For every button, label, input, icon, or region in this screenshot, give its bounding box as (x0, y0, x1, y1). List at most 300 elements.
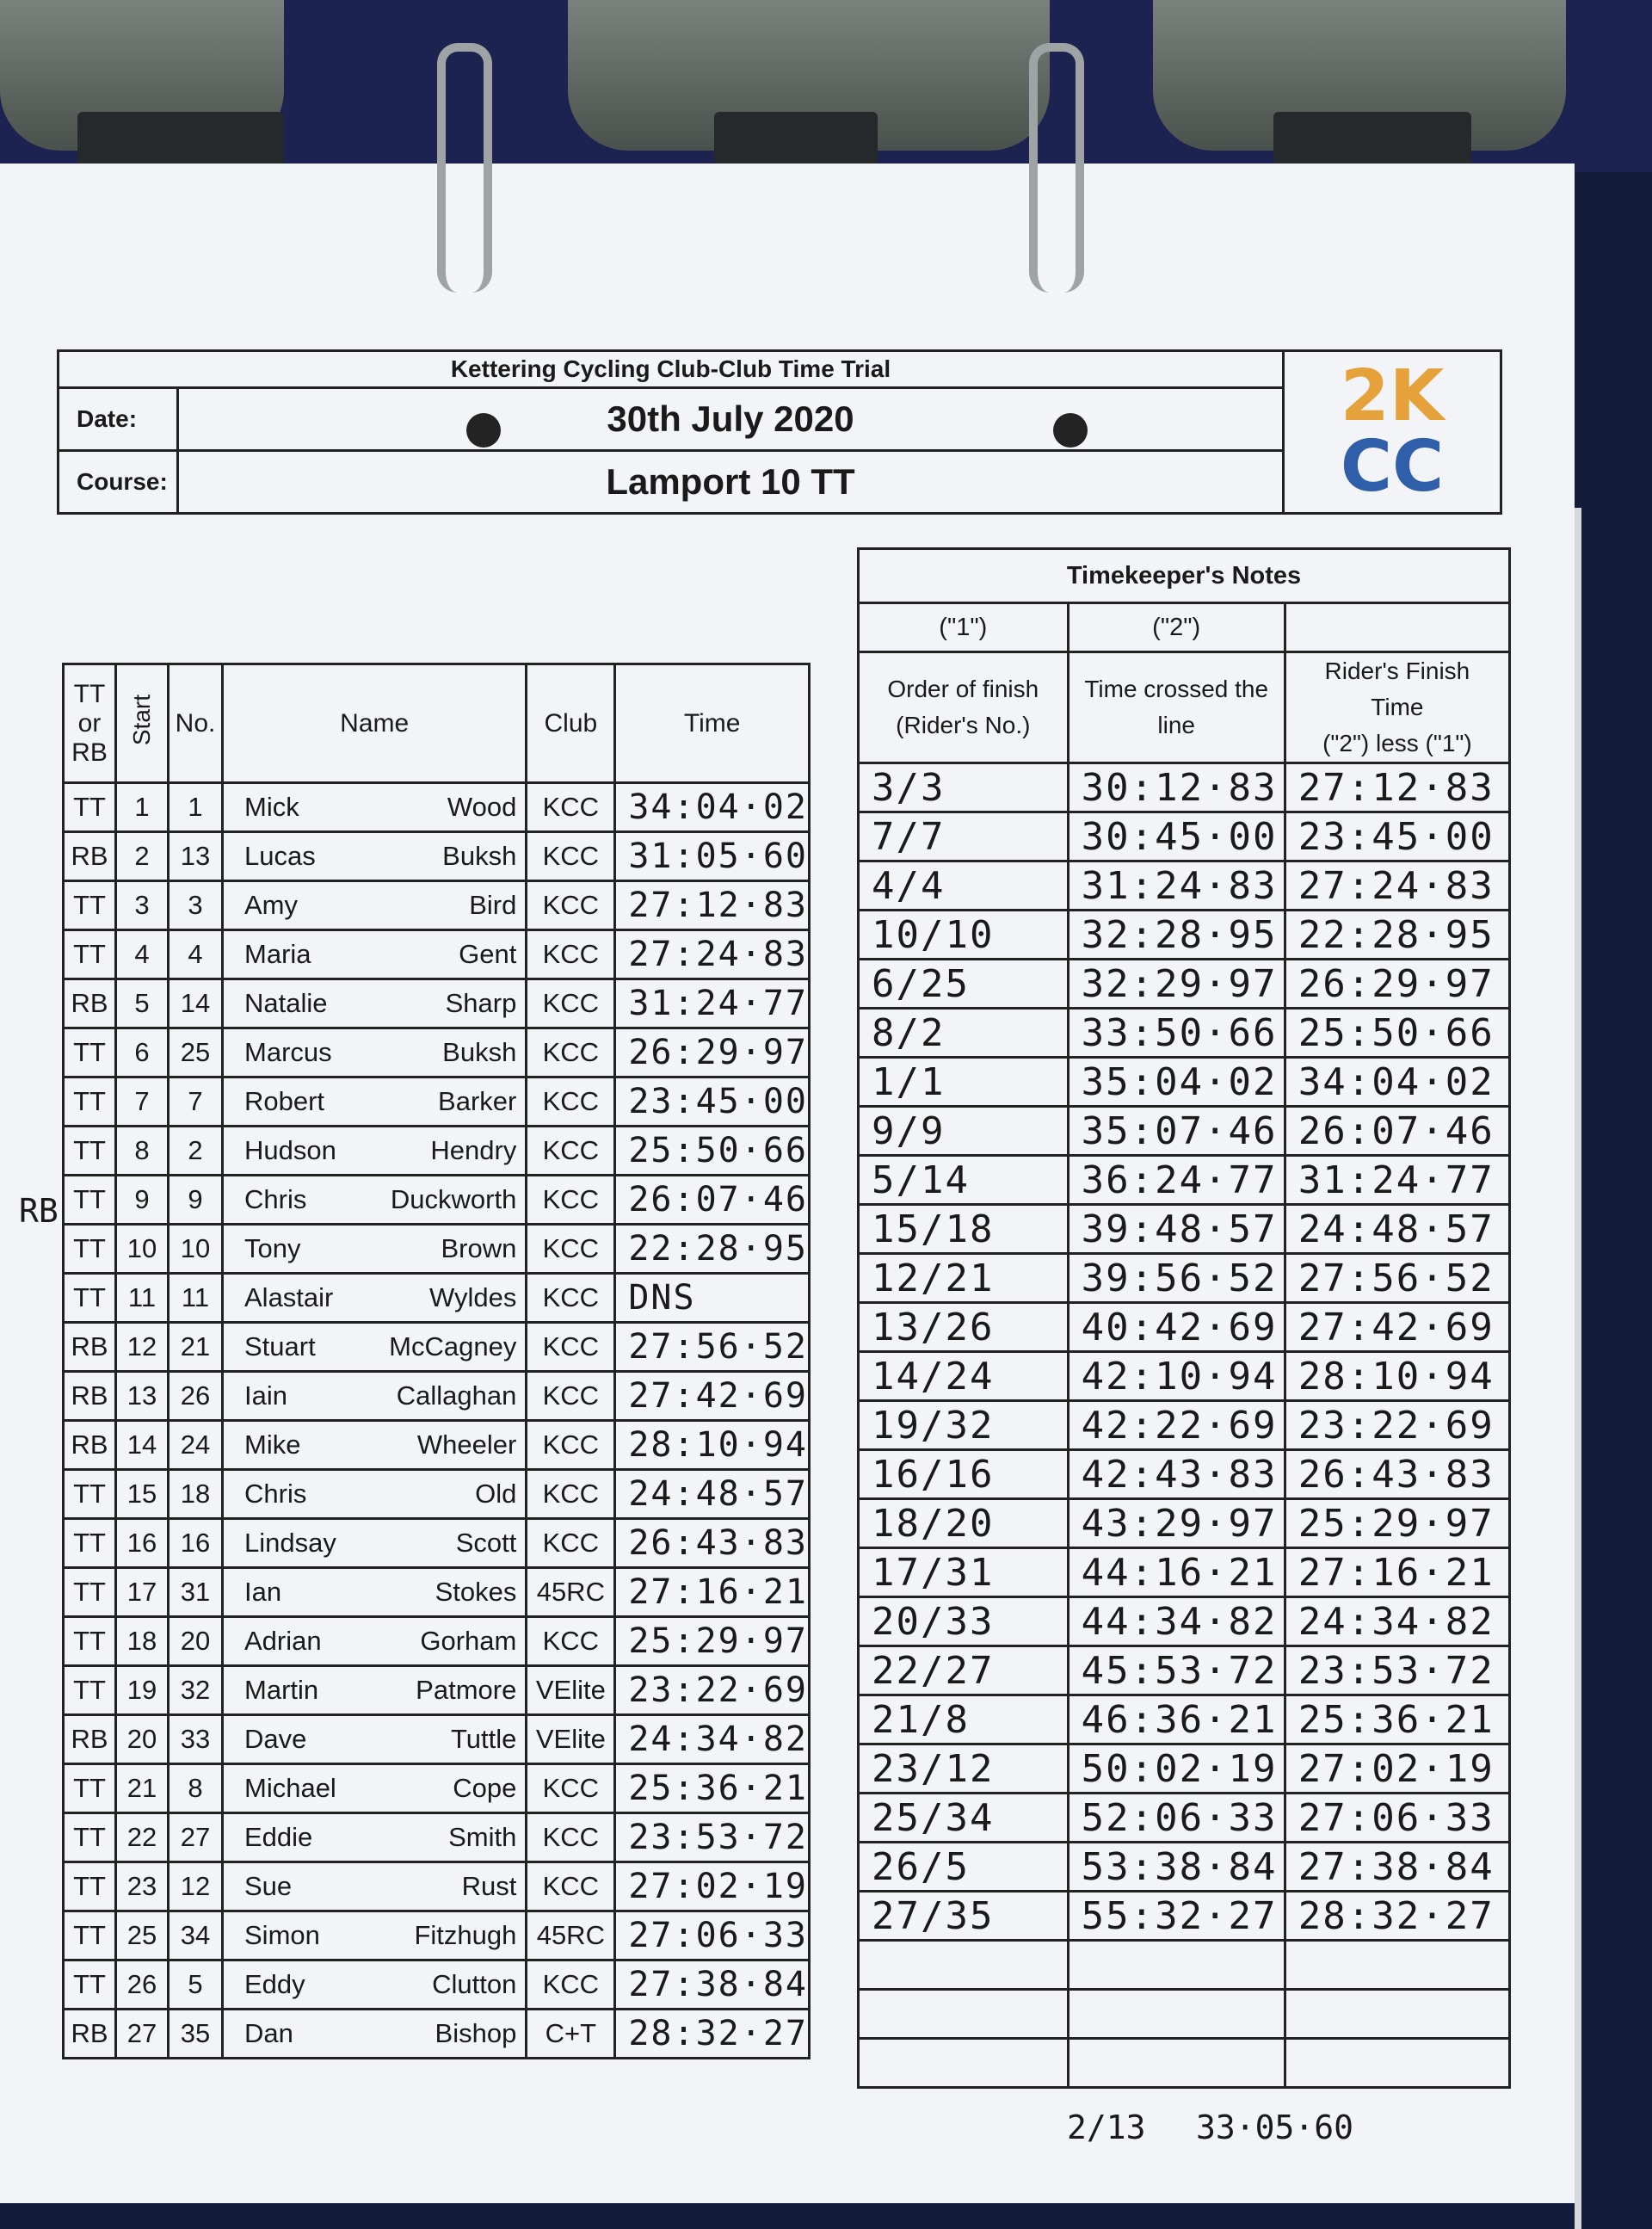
rider-number: 8 (169, 1764, 223, 1813)
finish-order: 3/3 (859, 763, 1069, 812)
time-crossed: 44:34·82 (1068, 1597, 1285, 1646)
rider-number: 32 (169, 1666, 223, 1715)
rider-time: 27:16·21 (615, 1568, 810, 1617)
timekeeper-row (859, 812, 1510, 861)
time-crossed: 35:07·46 (1068, 1107, 1285, 1156)
timekeeper-row (859, 763, 1510, 812)
time-crossed: 30:12·83 (1068, 763, 1285, 812)
col-club-header: Club (527, 664, 615, 783)
rider-first-name: Mike (223, 1421, 361, 1470)
finish-order: 19/32 (859, 1401, 1069, 1450)
rider-first-name: Simon (223, 1911, 361, 1960)
finish-order: 23/12 (859, 1744, 1069, 1794)
footer-note-order: 2/13 (1067, 2109, 1146, 2146)
time-crossed: 43:29·97 (1068, 1499, 1285, 1548)
col2-number: ("2") (1068, 603, 1285, 652)
rider-time: 31:24·77 (615, 979, 810, 1028)
rider-first-name: Robert (223, 1077, 361, 1127)
start-number: 17 (116, 1568, 169, 1617)
rider-number: 16 (169, 1519, 223, 1568)
rider-number: 12 (169, 1862, 223, 1911)
table-row (64, 832, 810, 881)
start-number: 10 (116, 1225, 169, 1274)
finish-time: 34:04·02 (1285, 1058, 1509, 1107)
rider-type: RB (64, 2010, 116, 2059)
margin-note: RB (19, 1192, 59, 1230)
time-crossed: 52:06·33 (1068, 1794, 1285, 1843)
timekeeper-row (859, 1597, 1510, 1646)
table-row (64, 2010, 810, 2059)
time-crossed: 46:36·21 (1068, 1695, 1285, 1744)
timekeeper-row (859, 911, 1510, 960)
rider-club: KCC (527, 1862, 615, 1911)
rider-number: 34 (169, 1911, 223, 1960)
rider-type: TT (64, 1960, 116, 2010)
rider-type: RB (64, 1421, 116, 1470)
finish-time: 27:06·33 (1285, 1794, 1509, 1843)
finish-time (1285, 1990, 1509, 2039)
timekeeper-row (859, 1401, 1510, 1450)
finish-order: 4/4 (859, 861, 1069, 911)
rider-time: 23:45·00 (615, 1077, 810, 1127)
timekeeper-row (859, 1303, 1510, 1352)
start-number: 11 (116, 1274, 169, 1323)
rider-last-name: Wheeler (361, 1421, 527, 1470)
course-value: Lamport 10 TT (178, 451, 1284, 514)
rider-time: 27:56·52 (615, 1323, 810, 1372)
club-logo (1284, 351, 1501, 514)
logo-mark (1285, 355, 1500, 508)
rider-type: TT (64, 1176, 116, 1225)
rider-time: 23:22·69 (615, 1666, 810, 1715)
col-time-header: Time (615, 664, 810, 783)
start-number: 18 (116, 1617, 169, 1666)
rider-time: 22:28·95 (615, 1225, 810, 1274)
timekeeper-row (859, 1843, 1510, 1892)
event-header-table (57, 349, 1502, 515)
table-row (64, 1323, 810, 1372)
rider-number: 10 (169, 1225, 223, 1274)
rider-last-name: Hendry (361, 1127, 527, 1176)
finish-order: 21/8 (859, 1695, 1069, 1744)
rider-club: KCC (527, 1617, 615, 1666)
rider-last-name: Smith (361, 1813, 527, 1862)
timekeeper-row (859, 861, 1510, 911)
rider-club: KCC (527, 1519, 615, 1568)
rider-first-name: Amy (223, 881, 361, 930)
rider-number: 24 (169, 1421, 223, 1470)
finish-time: 31:24·77 (1285, 1156, 1509, 1205)
rider-club: KCC (527, 1960, 615, 2010)
finish-order (859, 1941, 1069, 1990)
finish-order: 13/26 (859, 1303, 1069, 1352)
finish-order (859, 1990, 1069, 2039)
timekeeper-row (859, 960, 1510, 1009)
rider-last-name: Fitzhugh (361, 1911, 527, 1960)
rider-time: 26:43·83 (615, 1519, 810, 1568)
rider-club: VElite (527, 1666, 615, 1715)
table-row (64, 1617, 810, 1666)
start-header-text: Start (128, 694, 155, 746)
binder-ring-right (1029, 43, 1084, 293)
time-crossed (1068, 2039, 1285, 2088)
table-row (64, 1960, 810, 2010)
rider-first-name: Michael (223, 1764, 361, 1813)
start-number: 19 (116, 1666, 169, 1715)
rider-number: 27 (169, 1813, 223, 1862)
col-start-header (116, 664, 169, 783)
time-crossed: 42:22·69 (1068, 1401, 1285, 1450)
rider-club: KCC (527, 930, 615, 979)
rider-first-name: Adrian (223, 1617, 361, 1666)
col-name-header: Name (223, 664, 527, 783)
rider-club: KCC (527, 1028, 615, 1077)
rider-time: 27:06·33 (615, 1911, 810, 1960)
rider-type: TT (64, 1077, 116, 1127)
time-crossed: 40:42·69 (1068, 1303, 1285, 1352)
rider-type: TT (64, 881, 116, 930)
rider-type: TT (64, 1225, 116, 1274)
finish-time: 26:29·97 (1285, 960, 1509, 1009)
rider-club: VElite (527, 1715, 615, 1764)
time-crossed: 45:53·72 (1068, 1646, 1285, 1695)
col3-number (1285, 603, 1509, 652)
rider-first-name: Tony (223, 1225, 361, 1274)
rider-club: 45RC (527, 1911, 615, 1960)
rider-first-name: Ian (223, 1568, 361, 1617)
timekeeper-row (859, 1450, 1510, 1499)
start-number: 1 (116, 783, 169, 832)
rider-number: 11 (169, 1274, 223, 1323)
col1-head-line2: (Rider's No.) (896, 712, 1031, 738)
start-number: 25 (116, 1911, 169, 1960)
start-number: 27 (116, 2010, 169, 2059)
finish-order: 16/16 (859, 1450, 1069, 1499)
rider-time: 25:29·97 (615, 1617, 810, 1666)
rider-first-name: Dan (223, 2010, 361, 2059)
timekeeper-row (859, 1548, 1510, 1597)
rider-first-name: Lindsay (223, 1519, 361, 1568)
rider-club: KCC (527, 1323, 615, 1372)
rider-time: 26:07·46 (615, 1176, 810, 1225)
finish-order: 14/24 (859, 1352, 1069, 1401)
time-crossed: 36:24·77 (1068, 1156, 1285, 1205)
rider-time: 28:32·27 (615, 2010, 810, 2059)
rider-number: 3 (169, 881, 223, 930)
table-row (64, 1028, 810, 1077)
rider-club: KCC (527, 832, 615, 881)
rider-first-name: Eddie (223, 1813, 361, 1862)
rider-last-name: Gent (361, 930, 527, 979)
finish-time: 27:38·84 (1285, 1843, 1509, 1892)
table-row (64, 1862, 810, 1911)
start-number: 7 (116, 1077, 169, 1127)
finish-time: 26:43·83 (1285, 1450, 1509, 1499)
finish-time: 27:24·83 (1285, 861, 1509, 911)
finish-order: 1/1 (859, 1058, 1069, 1107)
finish-time: 24:34·82 (1285, 1597, 1509, 1646)
rider-type: TT (64, 1764, 116, 1813)
rider-type: TT (64, 1568, 116, 1617)
rider-type: TT (64, 1470, 116, 1519)
date-label: Date: (59, 388, 178, 451)
table-row (64, 1813, 810, 1862)
start-number: 21 (116, 1764, 169, 1813)
time-crossed: 44:16·21 (1068, 1548, 1285, 1597)
finish-order: 9/9 (859, 1107, 1069, 1156)
rider-last-name: Patmore (361, 1666, 527, 1715)
rider-type: RB (64, 1715, 116, 1764)
binder-ring-left (437, 43, 492, 293)
timekeeper-row (859, 1499, 1510, 1548)
rider-last-name: Tuttle (361, 1715, 527, 1764)
table-row (64, 1176, 810, 1225)
start-number: 12 (116, 1323, 169, 1372)
rider-number: 5 (169, 1960, 223, 2010)
rider-club: KCC (527, 1274, 615, 1323)
time-crossed: 33:50·66 (1068, 1009, 1285, 1058)
start-number: 5 (116, 979, 169, 1028)
table-row (64, 1470, 810, 1519)
rider-number: 33 (169, 1715, 223, 1764)
rider-time: 27:02·19 (615, 1862, 810, 1911)
rider-time: 24:34·82 (615, 1715, 810, 1764)
rider-time: 34:04·02 (615, 783, 810, 832)
rider-first-name: Eddy (223, 1960, 361, 2010)
rider-number: 21 (169, 1323, 223, 1372)
start-number: 14 (116, 1421, 169, 1470)
results-body (64, 783, 810, 2059)
time-crossed: 32:29·97 (1068, 960, 1285, 1009)
rider-type: TT (64, 1911, 116, 1960)
rider-last-name: Buksh (361, 832, 527, 881)
rider-type: RB (64, 832, 116, 881)
finish-time: 25:36·21 (1285, 1695, 1509, 1744)
finish-time: 27:12·83 (1285, 763, 1509, 812)
rider-last-name: Wood (361, 783, 527, 832)
table-row (64, 1764, 810, 1813)
timekeeper-row (859, 1990, 1510, 2039)
col3-head-line2: Time (1371, 694, 1424, 720)
rider-last-name: Bishop (361, 2010, 527, 2059)
rider-last-name: Brown (361, 1225, 527, 1274)
rider-last-name: Rust (361, 1862, 527, 1911)
finish-time: 23:45·00 (1285, 812, 1509, 861)
timekeeper-row (859, 1205, 1510, 1254)
rider-time: 27:38·84 (615, 1960, 810, 2010)
timekeeper-row (859, 2039, 1510, 2088)
start-number: 16 (116, 1519, 169, 1568)
rider-type: TT (64, 1519, 116, 1568)
time-crossed: 32:28·95 (1068, 911, 1285, 960)
timekeeper-row (859, 1009, 1510, 1058)
finish-order: 6/25 (859, 960, 1069, 1009)
rider-type: TT (64, 1862, 116, 1911)
rider-club: 45RC (527, 1568, 615, 1617)
finish-order (859, 2039, 1069, 2088)
rider-first-name: Lucas (223, 832, 361, 881)
rider-type: TT (64, 783, 116, 832)
rider-last-name: Sharp (361, 979, 527, 1028)
finish-time (1285, 2039, 1509, 2088)
rider-type: RB (64, 1323, 116, 1372)
rider-club: KCC (527, 1225, 615, 1274)
rider-first-name: Alastair (223, 1274, 361, 1323)
start-number: 4 (116, 930, 169, 979)
time-crossed: 42:43·83 (1068, 1450, 1285, 1499)
rider-first-name: Natalie (223, 979, 361, 1028)
event-title: Kettering Cycling Club-Club Time Trial (59, 351, 1284, 388)
time-crossed-header (1068, 652, 1285, 763)
finish-order: 12/21 (859, 1254, 1069, 1303)
rider-club: KCC (527, 881, 615, 930)
rider-time: 26:29·97 (615, 1028, 810, 1077)
timekeeper-row (859, 1695, 1510, 1744)
rider-last-name: Buksh (361, 1028, 527, 1077)
rider-type: TT (64, 930, 116, 979)
time-crossed: 39:56·52 (1068, 1254, 1285, 1303)
rider-number: 1 (169, 783, 223, 832)
rider-club: KCC (527, 1372, 615, 1421)
finish-time: 28:10·94 (1285, 1352, 1509, 1401)
start-number: 13 (116, 1372, 169, 1421)
rider-club: C+T (527, 2010, 615, 2059)
rider-last-name: McCagney (361, 1323, 527, 1372)
finish-order: 8/2 (859, 1009, 1069, 1058)
table-row (64, 1421, 810, 1470)
rider-number: 35 (169, 2010, 223, 2059)
rider-club: KCC (527, 1421, 615, 1470)
rider-type: TT (64, 1028, 116, 1077)
timekeeper-row (859, 1744, 1510, 1794)
course-label: Course: (59, 451, 178, 514)
rider-first-name: Stuart (223, 1323, 361, 1372)
rider-last-name: Old (361, 1470, 527, 1519)
rider-last-name: Barker (361, 1077, 527, 1127)
start-number: 22 (116, 1813, 169, 1862)
time-crossed: 50:02·19 (1068, 1744, 1285, 1794)
rider-first-name: Hudson (223, 1127, 361, 1176)
table-row (64, 1715, 810, 1764)
rider-time: 27:42·69 (615, 1372, 810, 1421)
rider-number: 26 (169, 1372, 223, 1421)
logo-text-top: 2K (1340, 355, 1445, 437)
rider-last-name: Callaghan (361, 1372, 527, 1421)
table-row (64, 783, 810, 832)
time-crossed: 55:32·27 (1068, 1892, 1285, 1941)
rider-time: 23:53·72 (615, 1813, 810, 1862)
finish-time: 23:53·72 (1285, 1646, 1509, 1695)
table-row (64, 930, 810, 979)
rider-number: 14 (169, 979, 223, 1028)
finish-time: 25:29·97 (1285, 1499, 1509, 1548)
finish-order: 25/34 (859, 1794, 1069, 1843)
rider-club: KCC (527, 1077, 615, 1127)
timekeeper-row (859, 1156, 1510, 1205)
table-row (64, 1666, 810, 1715)
rider-last-name: Gorham (361, 1617, 527, 1666)
finish-time-header (1285, 652, 1509, 763)
col-type-header: TT or RB (64, 664, 116, 783)
start-number: 8 (116, 1127, 169, 1176)
rider-time: 25:36·21 (615, 1764, 810, 1813)
start-number: 15 (116, 1470, 169, 1519)
rider-type: TT (64, 1617, 116, 1666)
finish-time: 27:02·19 (1285, 1744, 1509, 1794)
col-no-header: No. (169, 664, 223, 783)
col2-head-line1: Time crossed the (1084, 676, 1269, 702)
rider-number: 9 (169, 1176, 223, 1225)
rider-club: KCC (527, 1127, 615, 1176)
start-number: 23 (116, 1862, 169, 1911)
table-row (64, 881, 810, 930)
rider-type: RB (64, 979, 116, 1028)
logo-text-bottom: CC (1340, 426, 1445, 508)
finish-time: 27:16·21 (1285, 1548, 1509, 1597)
timekeeper-row (859, 1794, 1510, 1843)
rider-first-name: Dave (223, 1715, 361, 1764)
finish-order: 17/31 (859, 1548, 1069, 1597)
finish-order: 10/10 (859, 911, 1069, 960)
col1-head-line1: Order of finish (887, 676, 1039, 702)
col2-head-line2: line (1157, 712, 1195, 738)
rider-type: TT (64, 1813, 116, 1862)
rider-last-name: Cope (361, 1764, 527, 1813)
table-row (64, 1519, 810, 1568)
time-crossed: 53:38·84 (1068, 1843, 1285, 1892)
rider-type: TT (64, 1666, 116, 1715)
rider-first-name: Iain (223, 1372, 361, 1421)
timekeeper-body (859, 763, 1510, 2088)
finish-time: 28:32·27 (1285, 1892, 1509, 1941)
finish-order: 5/14 (859, 1156, 1069, 1205)
table-row (64, 1274, 810, 1323)
rider-first-name: Maria (223, 930, 361, 979)
rider-last-name: Wyldes (361, 1274, 527, 1323)
rider-first-name: Sue (223, 1862, 361, 1911)
rider-number: 2 (169, 1127, 223, 1176)
time-crossed: 30:45·00 (1068, 812, 1285, 861)
rider-time: 31:05·60 (615, 832, 810, 881)
rider-number: 18 (169, 1470, 223, 1519)
timekeeper-row (859, 1646, 1510, 1695)
rider-club: KCC (527, 1764, 615, 1813)
rider-first-name: Mick (223, 783, 361, 832)
table-row (64, 979, 810, 1028)
rider-number: 4 (169, 930, 223, 979)
rider-number: 25 (169, 1028, 223, 1077)
rider-first-name: Chris (223, 1470, 361, 1519)
rider-number: 7 (169, 1077, 223, 1127)
rider-type: RB (64, 1372, 116, 1421)
rider-type: TT (64, 1127, 116, 1176)
rider-number: 20 (169, 1617, 223, 1666)
time-crossed: 31:24·83 (1068, 861, 1285, 911)
rider-last-name: Bird (361, 881, 527, 930)
rider-time: 25:50·66 (615, 1127, 810, 1176)
table-row (64, 1077, 810, 1127)
rider-club: KCC (527, 1813, 615, 1862)
finish-order: 7/7 (859, 812, 1069, 861)
footer-note-time: 33·05·60 (1196, 2109, 1354, 2146)
finish-time: 27:42·69 (1285, 1303, 1509, 1352)
timekeeper-row (859, 1254, 1510, 1303)
results-table (62, 663, 811, 2059)
timekeeper-title: Timekeeper's Notes (859, 549, 1510, 603)
start-number: 6 (116, 1028, 169, 1077)
finish-order: 26/5 (859, 1843, 1069, 1892)
start-number: 9 (116, 1176, 169, 1225)
